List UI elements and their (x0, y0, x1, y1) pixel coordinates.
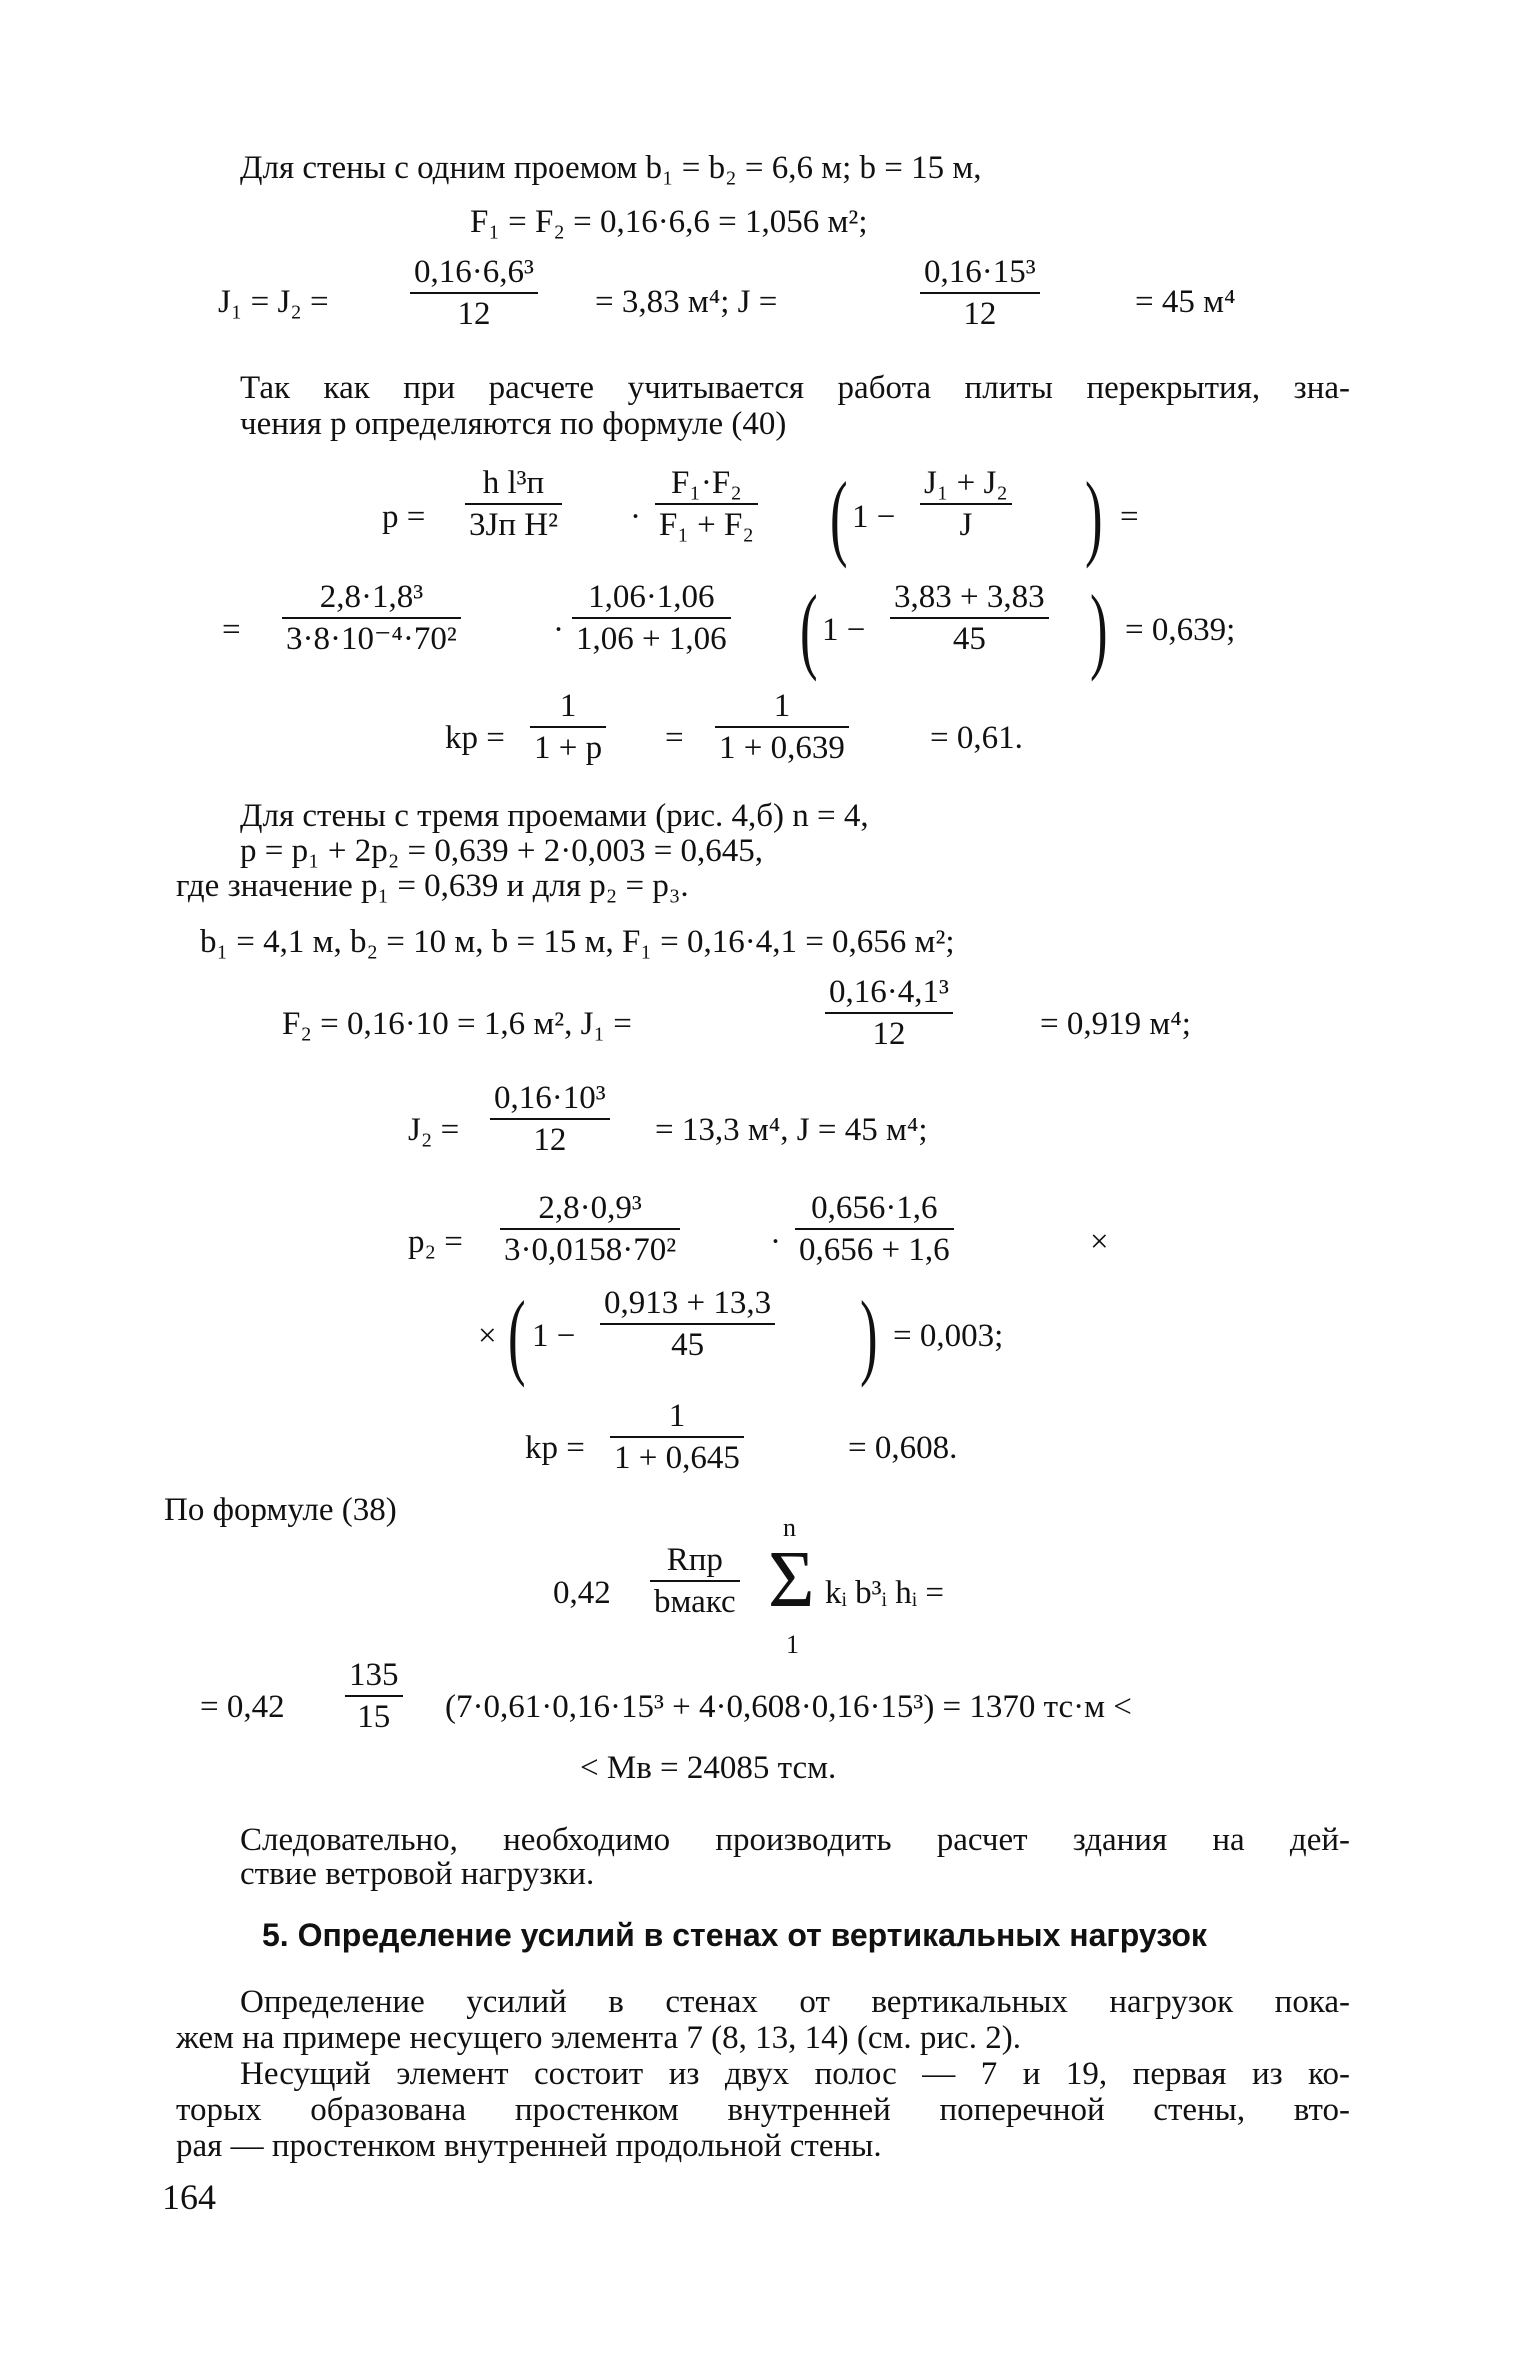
equals: = (1120, 499, 1139, 535)
sum-upper-limit: n (783, 1513, 796, 1542)
equation-f: F₁ = F₂ = 0,16·6,6 = 1,056 м²; (470, 204, 868, 240)
fraction-numerator: 2,8·0,9³ (538, 1190, 642, 1226)
paragraph-line: жем на примере несущего элемента 7 (8, 13, 14) (см. рис. 2). (176, 2020, 1021, 2056)
equation-j-mid: = 3,83 м⁴; J = (595, 284, 778, 320)
equation-p2-lhs: p₂ = (408, 1224, 463, 1260)
fraction-j (920, 252, 1040, 334)
right-paren: ) (860, 1281, 878, 1388)
formula-reference: По формуле (38) (164, 1492, 397, 1528)
left-paren: ( (800, 575, 818, 682)
fraction-p2-2 (795, 1188, 954, 1270)
equation-p2-rhs: × (1090, 1224, 1109, 1260)
fraction-denominator: 12 (872, 1016, 906, 1052)
fraction-num-3 (890, 577, 1049, 659)
fraction-numerator: 1 (668, 1398, 686, 1434)
equation-p-lhs: p = (382, 499, 426, 535)
fraction-numerator: 0,16·10³ (494, 1080, 606, 1116)
equation-p-num-rhs: = 0,639; (1125, 612, 1236, 648)
multiply-dot: · (553, 612, 564, 648)
fraction-denominator: 1 + p (534, 730, 603, 766)
intro-line: Для стены с одним проемом b₁ = b₂ = 6,6 м; b = 15 м, (240, 150, 982, 186)
fraction-numerator: 0,16·15³ (924, 254, 1036, 290)
fraction-numerator: 1 (773, 688, 791, 724)
kp2-rhs: = 0,608. (848, 1430, 958, 1466)
sigma-symbol: Σ (768, 1536, 815, 1624)
fraction-kp-1 (530, 686, 606, 768)
fraction-denominator: 0,656 + 1,6 (799, 1232, 950, 1268)
fraction-denominator: 3·8·10⁻⁴·70² (286, 621, 457, 657)
fraction-rpr-bmax (650, 1540, 740, 1622)
fraction-numerator: J₁ + J₂ (924, 465, 1008, 501)
right-paren: ) (1090, 575, 1108, 682)
fraction-numerator: F₁·F₂ (671, 465, 742, 501)
one-minus: 1 − (852, 499, 896, 535)
fraction-denominator: F₁ + F₂ (659, 507, 754, 543)
fraction-p2-1 (500, 1188, 680, 1270)
fraction-j1j2 (920, 463, 1012, 545)
paragraph-line: торых образована простенком внутренней поперечной стены, вто- (176, 2092, 1350, 2128)
fraction-numerator: 135 (349, 1657, 399, 1693)
kp-lhs: kр = (445, 720, 505, 756)
left-paren: ( (508, 1281, 526, 1388)
paragraph-line: чения p определяются по формуле (40) (240, 406, 787, 442)
fraction-135-15 (345, 1655, 403, 1737)
fraction-denominator: bмакс (654, 1584, 736, 1620)
equation-sum2-rhs: (7·0,61·0,16·15³ + 4·0,608·0,16·15³) = 1370 тс·м < (445, 1689, 1132, 1725)
fraction-denominator: 12 (963, 296, 997, 332)
paragraph-line: Следовательно, необходимо производить расчет здания на дей- (240, 1822, 1350, 1858)
multiply-dot: · (770, 1224, 781, 1260)
kp-rhs: = 0,61. (930, 720, 1023, 756)
fraction-denominator: 3Jп H² (469, 507, 558, 543)
fraction-numerator: 2,8·1,8³ (319, 579, 424, 615)
fraction-denominator: 15 (357, 1699, 391, 1735)
paragraph-line: Определение усилий в стенах от вертикальных нагрузок пока- (240, 1984, 1350, 2020)
fraction-numerator: 0,16·4,1³ (829, 974, 949, 1010)
fraction-j2 (490, 1078, 610, 1160)
equation-p-num-lhs: = (222, 612, 241, 648)
left-paren: ( (830, 462, 848, 569)
paragraph-line: Несущий элемент состоит из двух полос — 7 и 19, первая из ко- (240, 2056, 1350, 2092)
paragraph-line: ствие ветровой нагрузки. (240, 1856, 595, 1892)
fraction-denominator: 1,06 + 1,06 (576, 621, 727, 657)
fraction-numerator: Rпр (666, 1542, 723, 1578)
fraction-hl-over-3jh (465, 463, 562, 545)
one-minus: 1 − (822, 612, 866, 648)
paragraph-line: Так как при расчете учитывается работа плиты перекрытия, зна- (240, 370, 1350, 406)
fraction-numerator: 1,06·1,06 (588, 579, 715, 615)
equation-j2-rhs: = 13,3 м⁴, J = 45 м⁴; (655, 1112, 928, 1148)
fraction-denominator: 1 + 0,645 (614, 1440, 740, 1476)
kp2-lhs: kр = (525, 1430, 585, 1466)
fraction-kp2 (610, 1396, 744, 1478)
fraction-denominator: 12 (457, 296, 491, 332)
equation-f2-rhs: = 0,919 м⁴; (1040, 1006, 1191, 1042)
fraction-f1f2 (655, 463, 758, 545)
equation-b: b₁ = 4,1 м, b₂ = 10 м, b = 15 м, F₁ = 0,16·4,1 = 0,656 м²; (200, 924, 955, 960)
fraction-numerator: 0,16·6,6³ (414, 254, 534, 290)
fraction-denominator: 12 (533, 1122, 567, 1158)
equation-sum2-lhs: = 0,42 (200, 1689, 285, 1725)
sum-coefficient: 0,42 (553, 1575, 611, 1611)
equation-j-rhs: = 45 м⁴ (1135, 284, 1236, 320)
sum-lower-limit: 1 (786, 1630, 799, 1659)
fraction-j1 (410, 252, 538, 334)
paragraph-line: p = p₁ + 2p₂ = 0,639 + 2·0,003 = 0,645, (240, 833, 764, 869)
equation-p2b-lhs: × (478, 1318, 497, 1354)
fraction-denominator: J (959, 507, 973, 543)
fraction-kp-2 (715, 686, 849, 768)
fraction-numerator: 0,656·1,6 (811, 1190, 938, 1226)
fraction-num-1 (282, 577, 461, 659)
equation-f2-lhs: F₂ = 0,16·10 = 1,6 м², J₁ = (282, 1006, 632, 1042)
paragraph-line: рая — простенком внутренней продольной стены. (176, 2128, 882, 2164)
fraction-num-2 (572, 577, 731, 659)
fraction-denominator: 45 (671, 1327, 705, 1363)
fraction-denominator: 1 + 0,639 (719, 730, 845, 766)
paragraph-line: Для стены с тремя проемами (рис. 4,б) n = 4, (240, 798, 869, 834)
equals: = (665, 720, 684, 756)
paragraph-line: где значение p₁ = 0,639 и для p₂ = p₃. (176, 868, 689, 904)
fraction-numerator: 3,83 + 3,83 (894, 579, 1045, 615)
section-heading: 5. Определение усилий в стенах от вертикальных нагрузок (262, 1917, 1207, 1953)
right-paren: ) (1085, 462, 1103, 569)
fraction-denominator: 3·0,0158·70² (504, 1232, 677, 1268)
multiply-dot: · (630, 499, 641, 535)
fraction-j1-second (825, 972, 953, 1054)
fraction-numerator: 1 (559, 688, 577, 724)
sum-term: kᵢ b³ᵢ hᵢ = (825, 1575, 944, 1611)
equation-p2b-rhs: = 0,003; (893, 1318, 1004, 1354)
fraction-numerator: h l³п (482, 465, 545, 501)
equation-j-lhs: J₁ = J₂ = (218, 284, 329, 320)
fraction-denominator: 45 (952, 621, 986, 657)
equation-sum3: < Mв = 24085 тсм. (580, 1750, 837, 1786)
fraction-numerator: 0,913 + 13,3 (604, 1285, 772, 1321)
one-minus: 1 − (532, 1318, 576, 1354)
equation-j2-lhs: J₂ = (408, 1112, 460, 1148)
fraction-p2b (600, 1283, 775, 1365)
page-number: 164 (162, 2177, 216, 2217)
